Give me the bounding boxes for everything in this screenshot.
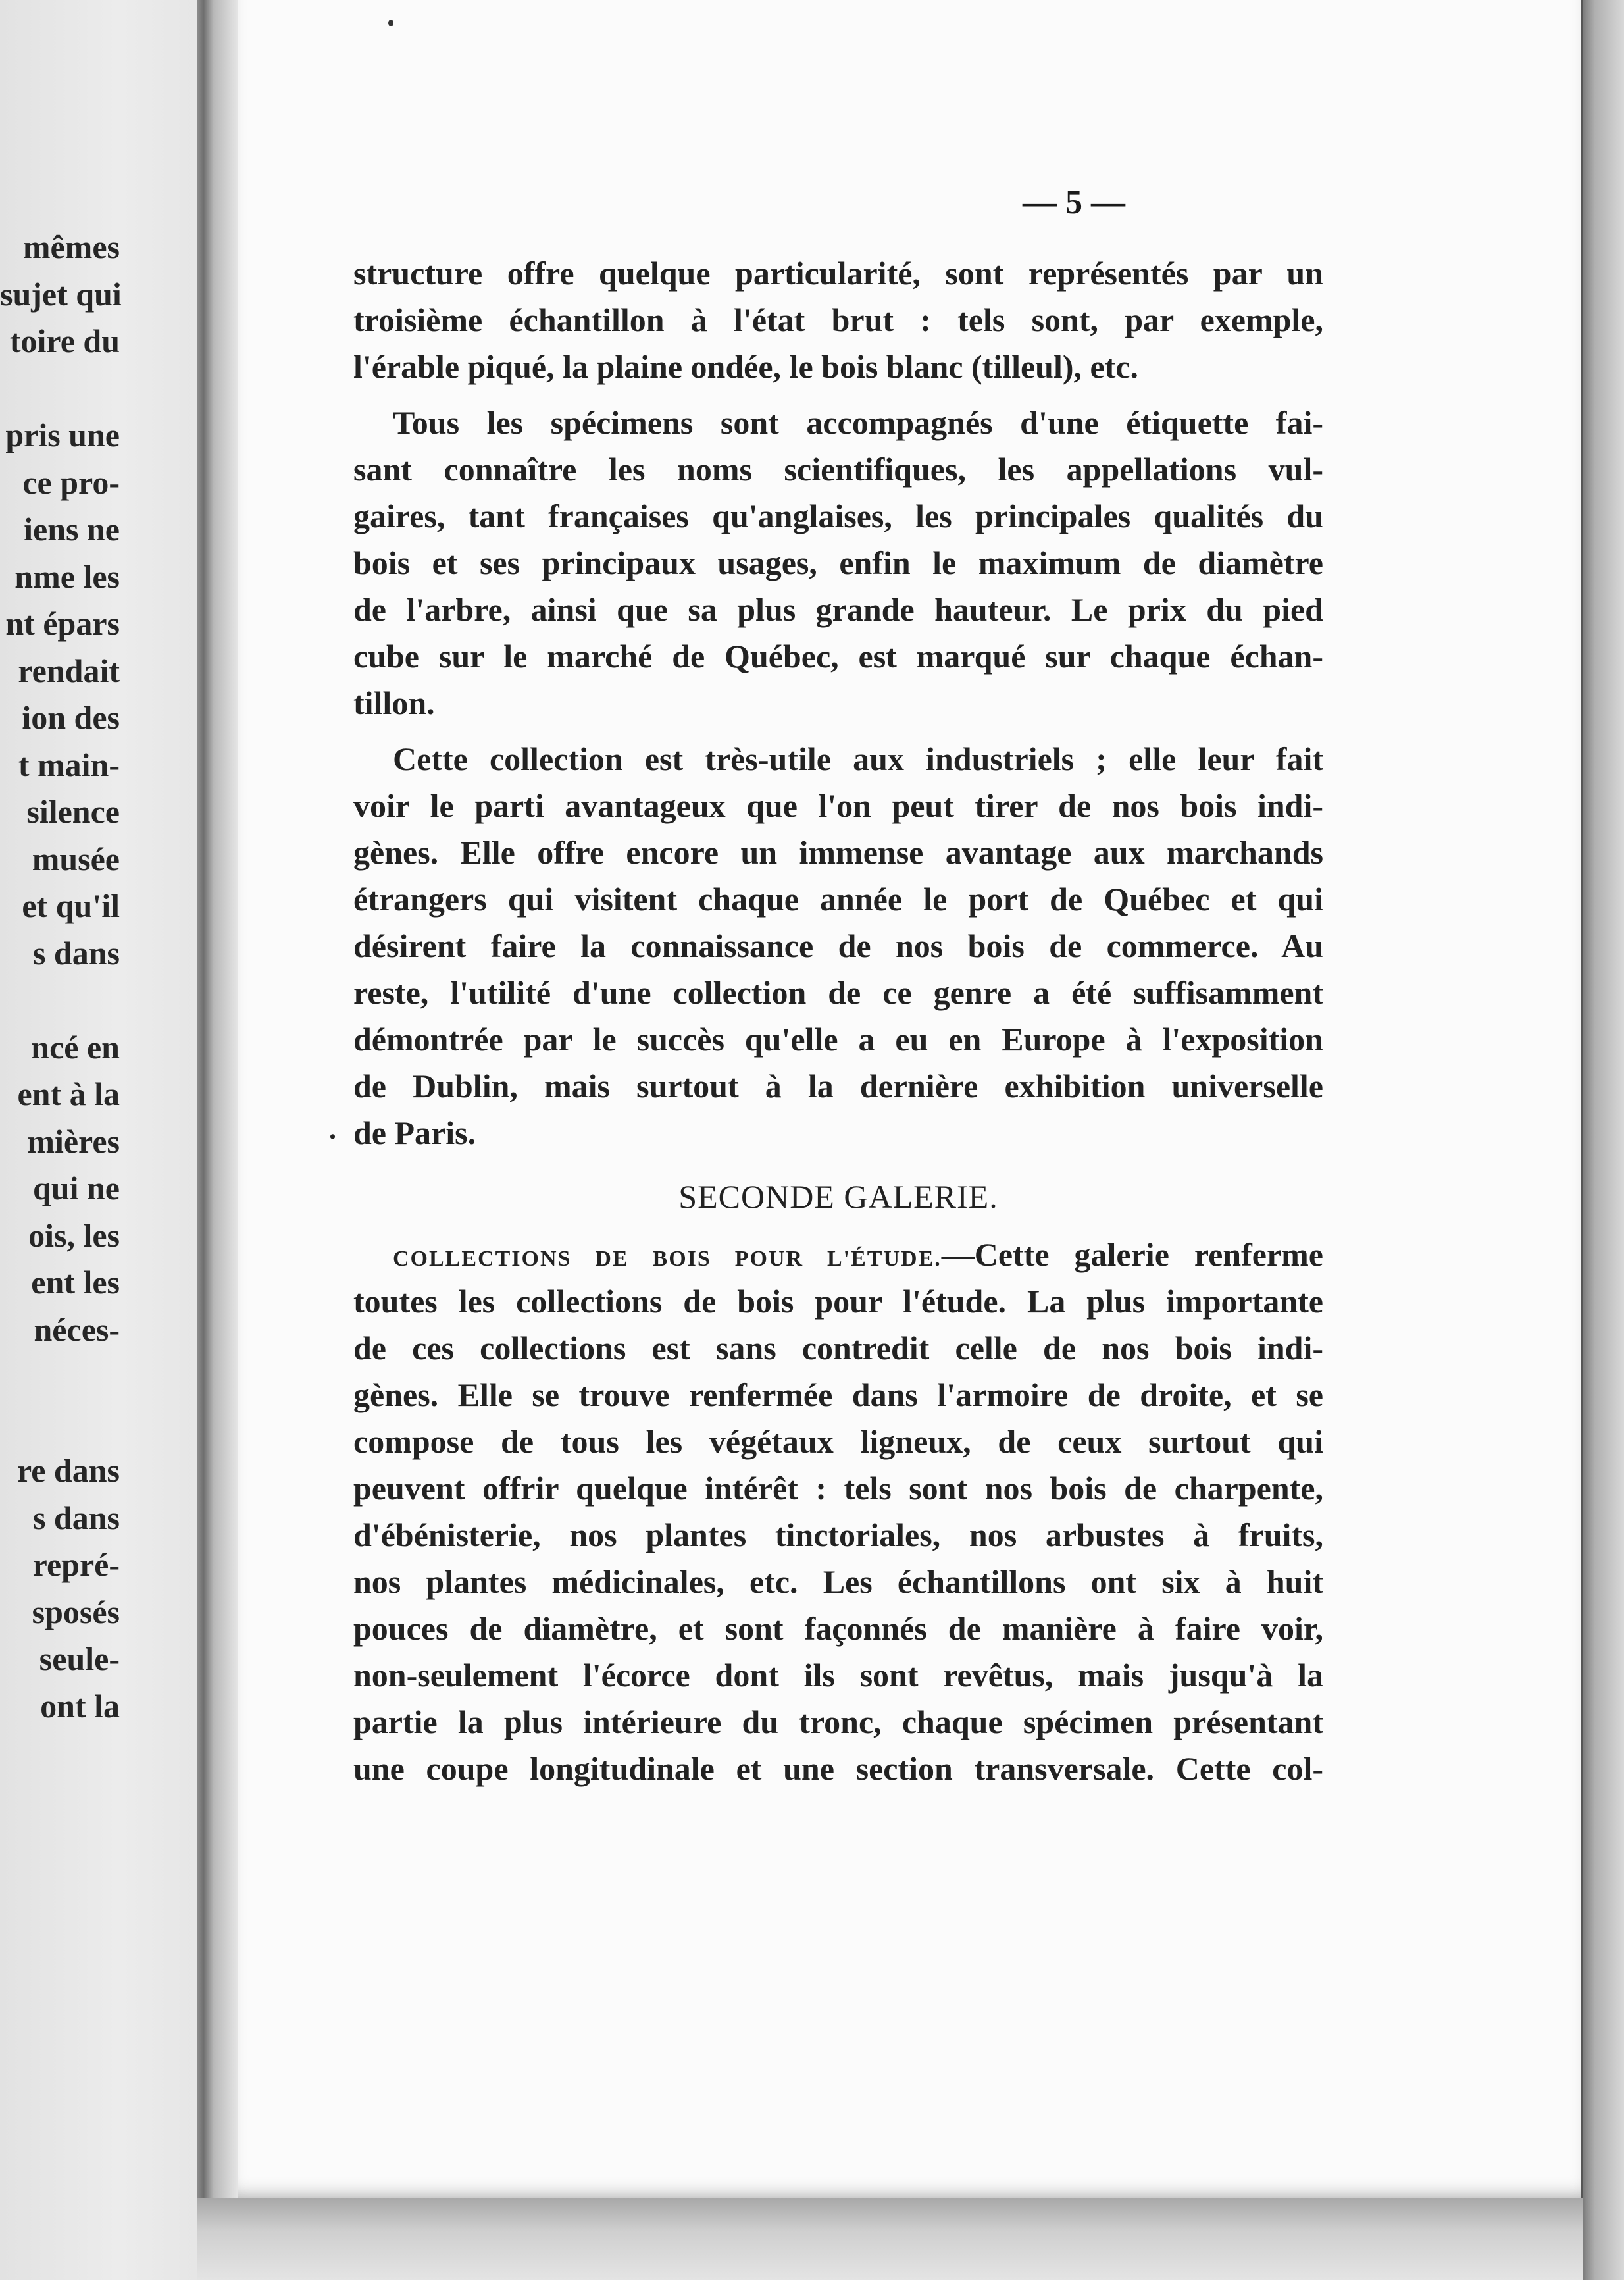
- text-line: l'érable piqué, la plaine ondée, le bois blanc (tilleul), etc.: [353, 348, 1139, 385]
- page-edge-bottom: [197, 2198, 1583, 2280]
- facing-page-line: nme les: [14, 557, 120, 595]
- text-line: troisième échantillon à l'état brut : tels sont, par exemple,: [353, 301, 1323, 338]
- text-line: Cette collection est très-utile aux industriels ; elle leur fait: [393, 740, 1323, 777]
- facing-page-line: repré-: [32, 1546, 120, 1583]
- text-line: de ces collections est sans contredit celle de nos bois indi-: [353, 1330, 1323, 1366]
- facing-page-line: ncé en: [31, 1028, 120, 1066]
- text-line: de Paris.: [353, 1114, 476, 1151]
- text-line: de Dublin, mais surtout à la dernière exhibition universelle: [353, 1068, 1323, 1104]
- facing-page-line: et qu'il: [22, 887, 120, 924]
- page-number: — 5 —: [1023, 184, 1125, 221]
- facing-page-line: sposés: [32, 1593, 120, 1630]
- margin-mark: .: [329, 1113, 336, 1145]
- facing-page-line: sujet qui: [0, 275, 122, 313]
- text-line: toutes les collections de bois pour l'étude. La plus importante: [353, 1283, 1323, 1320]
- facing-page-line: mêmes: [22, 228, 120, 265]
- section-heading: SECONDE GALERIE.: [678, 1178, 998, 1215]
- facing-page: [0, 0, 197, 2280]
- page-edge-right: [1583, 0, 1624, 2280]
- paragraph-gap: [353, 727, 1323, 736]
- facing-page-line: qui ne: [32, 1170, 120, 1206]
- text-line: structure offre quelque particularité, sont représentés par un: [353, 255, 1323, 292]
- facing-page-line: mières: [27, 1122, 120, 1160]
- paragraph: [353, 1231, 1323, 1792]
- facing-page-line: t main-: [18, 746, 120, 783]
- facing-page-line: ois, les: [28, 1216, 120, 1254]
- facing-page-line: néces-: [34, 1310, 120, 1348]
- text-line: gènes. Elle se trouve renfermée dans l'armoire de droite, et se: [353, 1376, 1323, 1413]
- text-line: compose de tous les végétaux ligneux, de ceux surtout qui: [353, 1423, 1323, 1460]
- page-gutter: [197, 0, 238, 2280]
- text-run: —Cette galerie renferme: [941, 1236, 1323, 1273]
- text-line: reste, l'utilité d'une collection de ce genre a été suffisamment: [353, 974, 1323, 1011]
- facing-page-line: ion des: [22, 699, 120, 736]
- text-line: Tous les spécimens sont accompagnés d'une étiquette fai-: [393, 404, 1323, 441]
- run-in-heading: COLLECTIONS DE BOIS POUR L'ÉTUDE.: [393, 1247, 942, 1271]
- facing-page-line: ont la: [40, 1687, 120, 1724]
- text-line: sant connaître les noms scientifiques, les appellations vul-: [353, 451, 1323, 488]
- facing-page-line: ent les: [31, 1264, 120, 1301]
- facing-page-line: pris une: [5, 417, 120, 453]
- facing-page-line: re dans: [16, 1452, 120, 1489]
- facing-page-line: iens ne: [24, 511, 120, 548]
- text-line: désirent faire la connaissance de nos bois de commerce. Au: [353, 927, 1323, 964]
- text-line: de l'arbre, ainsi que sa plus grande hauteur. Le prix du pied: [353, 591, 1323, 628]
- facing-page-line: musée: [32, 840, 120, 877]
- facing-page-line: rendait: [18, 652, 120, 689]
- text-line: pouces de diamètre, et sont façonnés de manière à faire voir,: [353, 1610, 1323, 1647]
- facing-page-line: ce pro-: [22, 463, 120, 501]
- text-line: [353, 1231, 1323, 1278]
- text-line: une coupe longitudinale et une section transversale. Cette col-: [353, 1750, 1323, 1787]
- text-line: partie la plus intérieure du tronc, chaque spécimen présentant: [353, 1703, 1323, 1740]
- text-line: tillon.: [353, 685, 435, 721]
- text-line: peuvent offrir quelque intérêt : tels sont nos bois de charpente,: [353, 1470, 1323, 1507]
- text-line: gènes. Elle offre encore un immense avantage aux marchands: [353, 834, 1323, 871]
- facing-page-line: s dans: [32, 1499, 120, 1536]
- page-body: [353, 250, 1323, 1792]
- paragraph-gap: [353, 1156, 1323, 1166]
- facing-page-line: silence: [26, 793, 120, 830]
- paragraph-gap: [353, 390, 1323, 400]
- text-line: non-seulement l'écorce dont ils sont revêtus, mais jusqu'à la: [353, 1657, 1323, 1694]
- text-line: démontrée par le succès qu'elle a eu en Europe à l'exposition: [353, 1021, 1323, 1058]
- text-line: étrangers qui visitent chaque année le port de Québec et qui: [353, 881, 1323, 918]
- facing-page-line: nt épars: [5, 605, 120, 642]
- facing-page-line: toire du: [9, 323, 120, 359]
- ink-speck: [388, 20, 393, 26]
- paragraph: [353, 736, 1323, 1156]
- paragraph: [353, 250, 1323, 390]
- text-line: cube sur le marché de Québec, est marqué sur chaque échan-: [353, 638, 1323, 675]
- paragraph: [353, 400, 1323, 727]
- text-line: d'ébénisterie, nos plantes tinctoriales, nos arbustes à fruits,: [353, 1516, 1323, 1553]
- text-line: nos plantes médicinales, etc. Les échantillons ont six à huit: [353, 1563, 1323, 1600]
- facing-page-line: s dans: [32, 934, 120, 972]
- text-line: voir le parti avantageux que l'on peut tirer de nos bois indi-: [353, 787, 1323, 824]
- text-line: gaires, tant françaises qu'anglaises, les principales qualités du: [353, 498, 1323, 534]
- facing-page-line: ent à la: [17, 1075, 120, 1112]
- facing-page-line: seule-: [39, 1640, 120, 1677]
- text-line: bois et ses principaux usages, enfin le maximum de diamètre: [353, 544, 1323, 581]
